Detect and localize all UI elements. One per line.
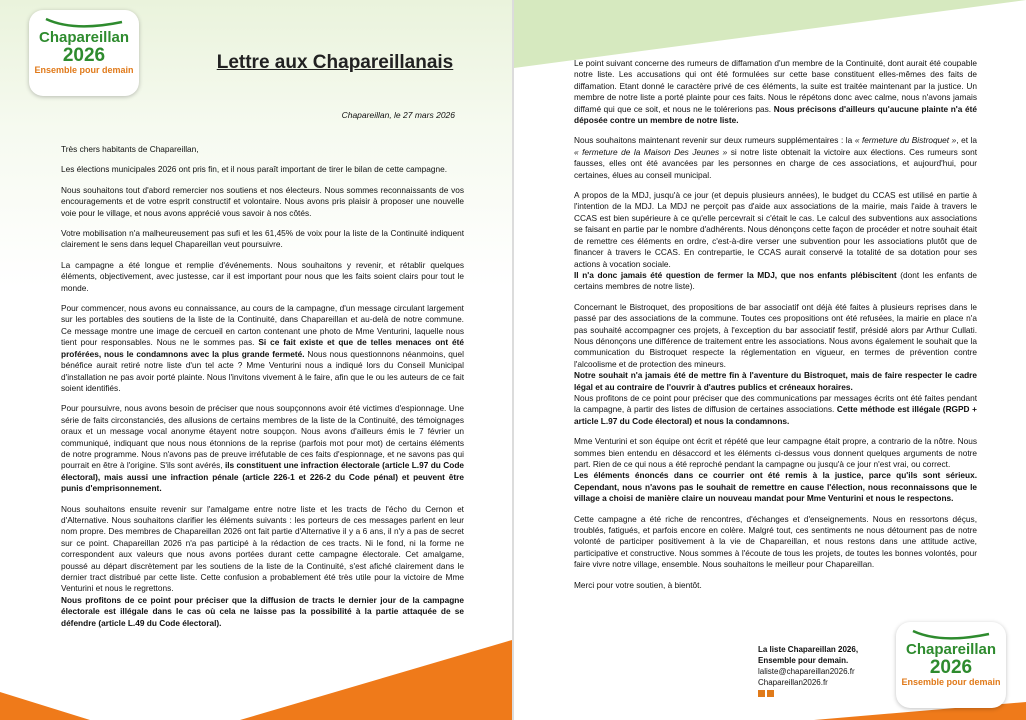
left-page <box>0 0 512 720</box>
bold-run: Cette méthode est illégale (RGPD + article L.97 du Code électoral) et nous la condamnons. <box>574 404 977 426</box>
contact-email: laliste@chapareillan2026.fr <box>758 667 855 676</box>
paragraph: Les élections municipales 2026 ont pris fin, et il nous paraît important de tirer le bilan de cette campagne. <box>61 164 448 175</box>
bold-run: Notre souhait n'a jamais été de mettre fin à l'aventure du Bistroquet, mais de faire respecter le cadre légal et au contraire de l'ouvrir à d'autres publics et créneaux horaires. <box>574 370 977 392</box>
logo-year: 2026 <box>62 45 106 66</box>
contact-website: Chapareillan2026.fr <box>758 678 828 687</box>
logo-year: 2026 <box>929 657 973 678</box>
letter-date: Chapareillan, le 27 mars 2026 <box>341 110 455 120</box>
right-column-text <box>574 58 977 600</box>
text-run: Pour commencer, nous avons eu connaissance, au cours de la campagne, d'un message circulant largement sur les portables des soutiens de la liste de la Continuité, dans Chapareillan et au-delà de notre commune. Ce message montre une image de cercueil en carton contenant une photo de Mme Venturini, laquelle nous tient pour responsables. Nous ne le sommes pas. <box>61 303 464 348</box>
logo-name: Chapareillan <box>38 29 130 46</box>
text-run: Nous souhaitons ensuite revenir sur l'amalgame entre notre liste et les tracts de l'écho du Cernon et d'Alternative. Nous souhaitons clarifier les éléments suivants : les porteurs de ces messages parlent en leur nom propre. Des membres de Chapareillan 2026 ont fait partie d'Alternative il y a 6 ans, il n'y a pas de secret sur ce point. Chapareillan 2026 n'a pas participé à la rédaction de ces tracts. Ni le fond, ni la forme ne correspondent aux valeurs que nous avons portées durant cette campagne électorale. Cet amalgame, poussé au départ discrètement par les soutiens de la liste de la Continuité, s'est afiché clairement dans le dernier tract distribué par cette liste. Cette confusion a probablement été très utile pour la victoire de Mme Venturini et nous le regrettons. <box>61 503 464 594</box>
bold-run: Les éléments énoncés dans ce courrier ont été remis à la justice, parce qu'ils sont sérieux. Cependant, nous n'avons pas le souhait de remettre en cause l'élection, nous reconnaissons que le village a choisi de manière claire un nouveau mandat pour Mme Venturini et nous le respectons. <box>574 470 977 504</box>
logo-tagline: Ensemble pour demain <box>901 677 1001 687</box>
page-title: Lettre aux Chapareillanais <box>216 52 454 73</box>
logo-swoosh-icon <box>911 628 991 642</box>
text-run: , et la <box>956 135 977 146</box>
paragraph <box>574 436 977 504</box>
orange-corner-band <box>0 630 512 720</box>
signature-line: Ensemble pour demain. <box>758 656 849 665</box>
text-run: Nous souhaitons maintenant revenir sur deux rumeurs supplémentaires : la <box>574 135 853 146</box>
signature-line: La liste Chapareillan 2026, <box>758 645 859 654</box>
paragraph <box>61 403 464 494</box>
italic-run: « fermeture de la Maison Des Jeunes » <box>574 146 728 157</box>
text-run: Mme Venturini et son équipe ont écrit et répété que leur campagne était propre, a contrario de la nôtre. Nous sommes bien entendu en désaccord et les éléments ci-dessus vous donnent quelques arguments de notre part. Rien de ce qui nous a été reproché pendant la campagne ou jusqu'à ce jour n'est vrai, ou correct. <box>574 436 977 469</box>
social-icons <box>758 688 858 699</box>
text-run: Concernant le Bistroquet, des propositions de bar associatif ont déjà été faites à plusieurs reprises dans le passé par des associations de la commune. Toutes ces propositions ont été refusées, la mairie en place n'a pas souhaité accompagner ces projets, à l'exception du bar associatif festif, présidé alors par Arthur Cullati. Nous dénonçons une différence de traitement entre les associations. Nous avons également le souhait que la communication du Bistroquet respecte la réglementation en vigueur, en termes de prévention contre l'alcoolisme et de protection des mineurs. <box>574 301 977 369</box>
paragraph: Votre mobilisation n'a malheureusement pas sufi et les 61,45% de voix pour la liste de la Continuité indiquent clairement le sens dans lequel Chapareillan veut poursuivre. <box>61 228 464 250</box>
logo-name: Chapareillan <box>905 641 997 658</box>
instagram-icon <box>767 690 774 697</box>
text-run: Le point suivant concerne des rumeurs de diffamation d'un membre de la Continuité, dont aurait été coupable notre liste. Les accusations qui ont été formulées sur cette base constituent elles-mêmes des faits de diffamation. Etant donné le caractère privé de ces éléments, la suite est traitée maintenant par la justice. Un membre de notre liste a porté plainte pour ces faits. Nous le répétons donc avec calme, nous n'avons jamais diffamé qui que ce soit, et nous ne le tolérerions pas. <box>574 58 977 114</box>
text-run: Nous nous questionnons néanmoins, quel bénéfice aurait retiré notre liste d'un tel acte ? Mme Venturini nous a indiqué lors du Conseil Municipal d'installation ne pas avoir porté plainte. Nous l'invitons vivement à le faire, afin que le ou les auteurs de ce fait soient identifiés. <box>61 348 464 393</box>
italic-run: « fermeture du Bistroquet » <box>854 135 957 146</box>
signature-block <box>758 644 858 699</box>
bold-run: Nous précisons d'ailleurs qu'aucune plainte n'a été déposée contre un membre de notre liste. <box>574 103 977 126</box>
paragraph <box>574 135 977 181</box>
text-run: si notre liste obtenait la victoire aux élections. Ces rumeurs sont fausses, elles ont été avancées par les personnes en charge de ces associations, et aujourd'hui, pour certaines, élues au conseil municipal. <box>574 146 978 180</box>
paragraph <box>574 302 977 427</box>
logo-tagline: Ensemble pour demain <box>34 65 134 75</box>
left-column-text <box>61 144 464 638</box>
paragraph <box>61 303 464 394</box>
bold-run: Il n'a donc jamais été question de fermer la MDJ, que nos enfants plébiscitent <box>574 269 897 280</box>
right-page <box>514 0 1026 720</box>
text-run: (dont les enfants de certains membres de notre liste). <box>574 269 977 292</box>
paragraph <box>61 504 464 629</box>
paragraph: Cette campagne a été riche de rencontres, d'échanges et d'enseignements. Nous en ressortons déçus, troublés, fatigués, et parfois encore en colère. Malgré tout, ces sentiments ne nous détournent pas de notre volonté de participer positivement à la vie de Chapareillan, et nous restons dans une attitude active, participative et constructive. Nous sommes à l'écoute de tous les projets, de toutes les bonnes volontés, pour faire vivre notre village, ensemble. Nous souhaitons le meilleur pour Chapareillan. <box>574 513 977 570</box>
paragraph: La campagne a été longue et remplie d'événements. Nous souhaitons y revenir, et rétablir quelques éléments, objectivement, avec justesse, car il est important pour nous que les faits soient clairs pour tout le monde. <box>61 259 464 293</box>
logo-swoosh-icon <box>44 16 124 30</box>
paragraph <box>574 58 977 126</box>
logo <box>896 622 1006 708</box>
bold-run: Nous profitons de ce point pour préciser que la diffusion de tracts le dernier jour de la campagne électorale est illégale dans le cas où cela ne laisse pas la possibilité à la partie attaquée de se défendre (article L.49 du Code électoral). <box>61 594 464 628</box>
bold-run: ils constituent une infraction électorale (article L.97 du Code électoral), mais aussi une infraction pénale (article 226-1 et 226-2 du Code pénal) et peuvent être punis d'emprisonnement. <box>61 460 465 494</box>
paragraph: Merci pour votre soutien, à bientôt. <box>574 579 702 590</box>
logo <box>29 10 139 96</box>
text-run: Pour poursuivre, nous avons besoin de préciser que nous soupçonnons avoir été victimes d'espionnage. Une série de faits circonstanciés, des allusions de certains membres de la liste de la Continuité, des témoignages oraux et un message vocal anonyme étayent notre soupçon. Nous avons d'ailleurs émis le 7 février un communiqué, indiquant que nous nous étonnions de la reprise (parfois mot pour mot) de certains éléments de notre programme. Nous n'avons pas de preuve irréfutable de ces faits d'espionnage, et ne savons pas qui pourrait en être à l'origine. S'ils sont avérés, <box>61 403 464 471</box>
paragraph: Nous souhaitons tout d'abord remercier nos soutiens et nos électeurs. Nous sommes reconnaissants de vos encouragements et de votre esprit constructif et volontaire. Nous avons pris plaisir à proposer une nouvelle voie pour le village, et nous avons apprécié vous savoir à nos côtés. <box>61 184 464 218</box>
paragraph <box>574 190 977 293</box>
bold-run: Si ce fait existe et que de telles menaces ont été proférées, nous le condamnons avec la plus grande fermeté. <box>61 337 465 359</box>
text-run: Nous profitons de ce point pour préciser que des communications par messages écrits ont été faites pendant la campagne, à partir des listes de diffusion de certaines associations. <box>574 392 977 415</box>
greeting: Très chers habitants de Chapareillan, <box>61 144 199 154</box>
facebook-icon <box>758 690 765 697</box>
text-run: A propos de la MDJ, jusqu'à ce jour (et depuis plusieurs années), le budget du CCAS est utilisé en partie à l'intention de la MDJ. La MDJ ne perçoit pas d'aide aux associations de la mairie, mais l'aide à travers le CCAS est bien supérieure à ce qu'elle percevrait si c'était le cas. Le calcul des subventions aux associations se faisant en partie par le nombre d'adhérents. Nous dénonçons cette façon de procéder et notre souhait était de remettre ces éléments en ordre, c'est-à-dire verser une subvention pour les associations plutôt que de financer à travers le CCAS. En contrepartie, le CCAS aurait conservé la totalité de sa dotation pour ses actions à vocation sociale. <box>574 190 977 269</box>
